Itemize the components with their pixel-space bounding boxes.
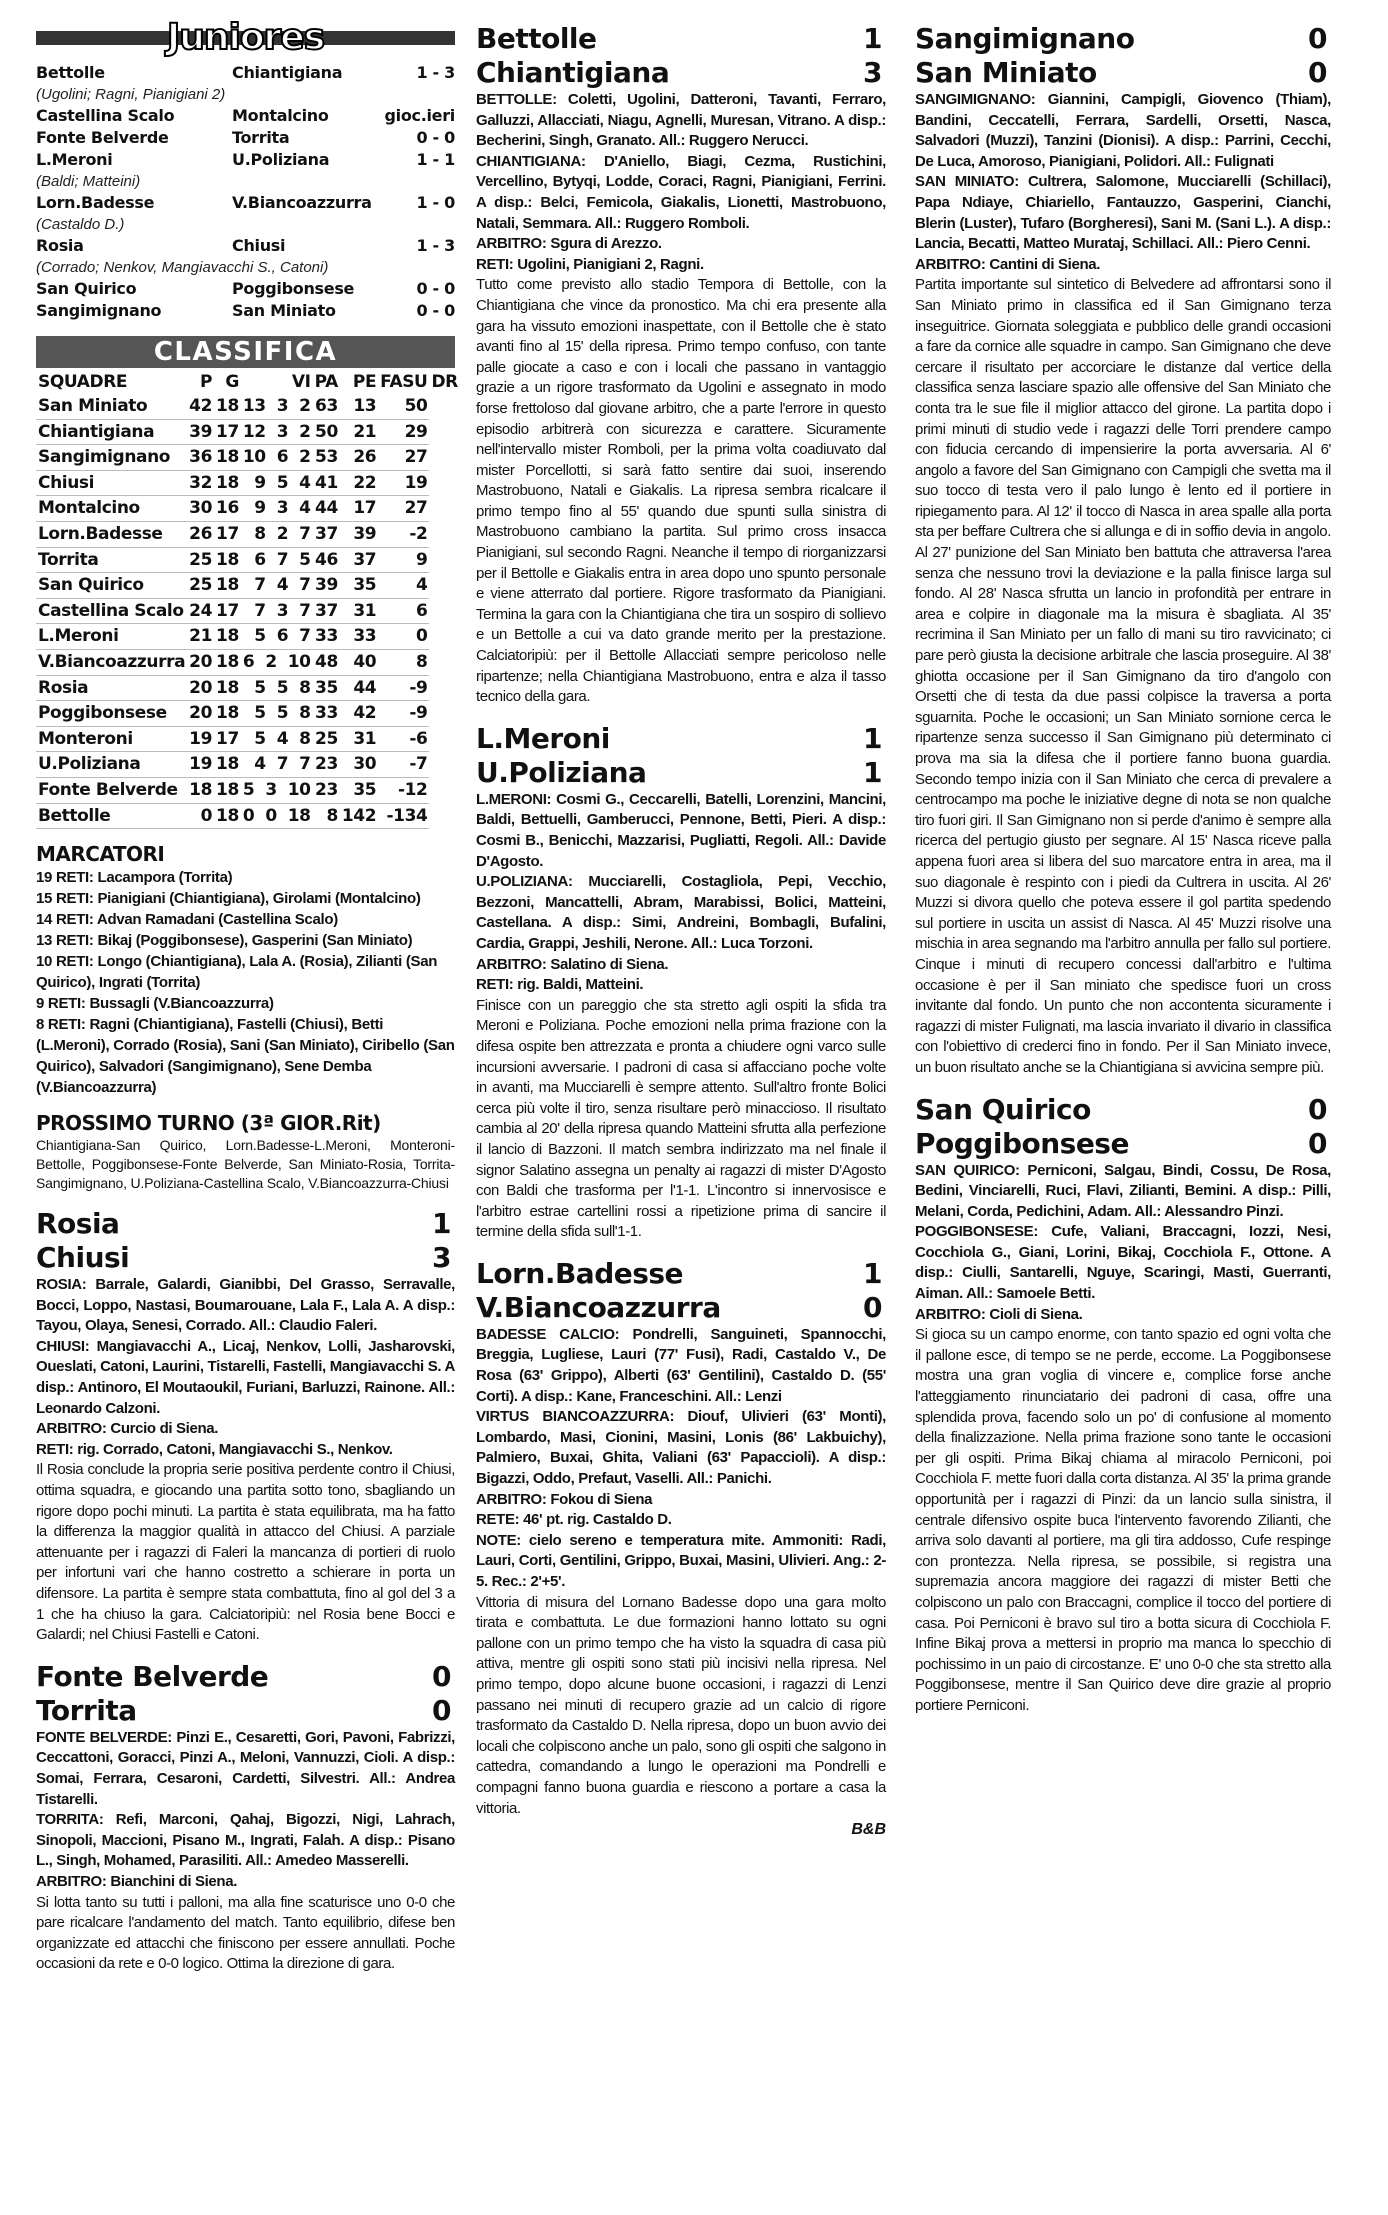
standings-row [36, 547, 460, 573]
result-score: 0 - 0 [416, 128, 455, 147]
standings-cell: 0 [378, 624, 429, 650]
result-away: Poggibonsese [232, 279, 355, 298]
standings-cell: 26 [187, 521, 214, 547]
result-row [36, 62, 455, 84]
standings-cell: 37 [340, 547, 378, 573]
standings-table [36, 370, 460, 829]
standings-team: L.Meroni [36, 624, 187, 650]
result-row [36, 235, 455, 257]
standings-team: Castellina Scalo [36, 598, 187, 624]
match-lineups: BETTOLLE: Coletti, Ugolini, Datteroni, Tavanti, Ferraro, Galluzzi, Allacciati, Niagu, Agnelli, Muresan, Vitrano. A disp.: Becherini, Singh, Granato. All.: Ruggero Nerucci. CHIANTIGIANA: D'Aniello, Biagi, Cezma, Rustichini, Vercellino, Bytyqi, Lodde, Coraci, Ragni, Pianigiani, Ferrini. A disp.: Belci, Femicola, Giakalis, Lionetti, Mastrobuono, Natali, Semmara. All.: Ruggero Romboli. ARBITRO: Sgura di Arezzo. RETI: Ugolini, Pianigiani 2, Ragni. [476, 91, 886, 273]
section-banner [36, 17, 455, 58]
standings-cell: 18 [214, 675, 241, 701]
match-report: Vittoria di misura del Lornano Badesse dopo una gara molto tirata e combattuta. Le due formazioni hanno lottato su ogni pallone con un primo tempo che ha visto la squadra di casa più attiva, mentre gli ospiti sono stati più incisivi nella ripresa. Nel primo tempo, dopo alcune buone occasioni, i ragazzi di Lenzi passano nei minuti di recupero grazie ad un calcio di rigore trasformato da Castaldo D. Nella ripresa, dopo un buon avvio dei locali che colpiscono anche un palo, sono gli ospiti che salgono in cattedra, comandando a lungo le operazioni ma Pondrelli e compagni fanno buona guardia e riescono a portare a casa la vittoria. [476, 1593, 886, 1817]
standings-cell: 5 3 10 [241, 777, 313, 803]
match-away: U.Poliziana 1 [476, 755, 882, 789]
standings-cell: 18 [214, 752, 241, 778]
standings-row [36, 394, 460, 419]
standings-cell: 18 [214, 394, 241, 419]
standings-cell: 13 3 2 [241, 394, 313, 419]
result-scorers: (Baldi; Matteini) [36, 173, 141, 190]
standings-cell: 18 [214, 701, 241, 727]
standings-cell: 42 [187, 394, 214, 419]
match-bettolle-chiantigiana [476, 22, 886, 708]
result-score: 0 - 0 [416, 279, 455, 298]
match-away: Chiantigiana 3 [476, 56, 882, 89]
standings-cell: 39 [187, 419, 214, 445]
standings-cell: 0 [187, 803, 214, 829]
standings-row [36, 675, 460, 701]
standings-cell: 31 [340, 598, 378, 624]
standings-team: Chiusi [36, 470, 187, 496]
standings-header: PA [314, 372, 338, 392]
result-row [36, 105, 455, 127]
standings-cell: 30 [187, 496, 214, 522]
standings-cell: 10 6 2 [241, 445, 313, 471]
standings-cell: 16 [214, 496, 241, 522]
result-scorers: (Castaldo D.) [36, 216, 125, 233]
standings-cell: 17 [340, 496, 378, 522]
standings-cell: 18 [214, 470, 241, 496]
column-right [915, 22, 1331, 1717]
result-away: San Miniato [232, 301, 336, 320]
match-home: Rosia 1 [36, 1207, 451, 1241]
standings-cell: 35 [340, 777, 378, 803]
standings-cell: 27 [378, 445, 429, 471]
standings-header: DR [431, 372, 458, 392]
match-lineups: BADESSE CALCIO: Pondrelli, Sanguineti, Spannocchi, Breggia, Lugliese, Lauri (77' Fusi), Radi, Castaldo V., De Rosa (63' Grippo), Alberti (63' Gentilini), Castaldo D. (55' Corti). A disp.: Kane, Franceschini. All.: Lenzi VIRTUS BIANCOAZZURRA: Diouf, Ulivieri (63' Monti), Lombardo, Masi, Cionini, Masini, Lonis (86' Lakbuichy), Palmiero, Buxai, Ghita, Valiani (63' Papaccioli). A disp.: Bigazzi, Oddo, Prefaut, Vaselli. All.: Panichi. ARBITRO: Fokou di Siena RETE: 46' pt. rig. Castaldo D. NOTE: cielo sereno e temperatura mite. Ammoniti: Radi, Lauri, Corti, Gentilini, Grippo, Buxai, Masini, Ulivieri. Ang.: 2-5. Rec.: 2'+5'. [476, 1325, 886, 1590]
match-home: Bettolle 1 [476, 22, 882, 55]
column-left [36, 17, 458, 1975]
standings-cell: 25 [187, 547, 214, 573]
result-away: Chiusi [232, 236, 286, 255]
match-rosia-chiusi [36, 1207, 455, 1646]
scorer-line: 8 RETI: Ragni (Chiantigiana), Fastelli (Chiusi), Betti (L.Meroni), Corrado (Rosia), Sani (San Miniato), Ciribello (San Quirico), Salvadori (Sangimignano), Sene Demba (V.Biancoazzurra) [36, 1016, 455, 1097]
standings-cell: 4 [378, 573, 429, 599]
standings-cell: 36 [187, 445, 214, 471]
standings-row [36, 624, 460, 650]
standings-header-row [36, 370, 460, 394]
standings-cell: 7 4 7 [241, 573, 313, 599]
standings-row [36, 777, 460, 803]
standings-team: Fonte Belverde [36, 777, 187, 803]
standings-cell: 19 [378, 470, 429, 496]
standings-cell: 41 [313, 470, 340, 496]
standings-cell: 142 [340, 803, 378, 829]
standings-cell: 40 [340, 649, 378, 675]
standings-cell: 39 [340, 521, 378, 547]
standings-cell: 31 [340, 726, 378, 752]
standings-team: San Quirico [36, 573, 187, 599]
standings-cell: 35 [340, 573, 378, 599]
scorer-line: 19 RETI: Lacampora (Torrita) [36, 869, 233, 887]
standings-cell: 37 [313, 521, 340, 547]
match-away: Torrita 0 [36, 1693, 451, 1727]
standings-cell: 20 [187, 675, 214, 701]
standings-cell: 18 [214, 803, 241, 829]
match-meroni-poliziana [476, 722, 886, 1243]
standings-cell: -6 [378, 726, 429, 752]
result-row [36, 300, 455, 322]
author-signature: B&B [851, 1821, 886, 1839]
standings-row [36, 521, 460, 547]
next-round-title: PROSSIMO TURNO (3ª GIOR.Rit) [36, 1111, 381, 1136]
standings-cell: 39 [313, 573, 340, 599]
standings-cell: -2 [378, 521, 429, 547]
standings-cell: 9 3 4 [241, 496, 313, 522]
standings-cell: 17 [214, 419, 241, 445]
standings-row [36, 573, 460, 599]
scorer-line: 10 RETI: Longo (Chiantigiana), Lala A. (Rosia), Zilianti (San Quirico), Ingrati (Torrita) [36, 953, 438, 992]
match-report: Si gioca su un campo enorme, con tanto spazio ed ogni volta che il pallone esce, di tempo se ne perde, eccome. La Poggibonsese mostra una gran voglia di vincere e, complice forse anche l'atteggiamento rinunciatario dei padroni di casa, offre una splendida prova, facendo solo un po' di confusione al momento della finalizzazione. Nella prima frazione sono tante le occasioni per gli ospiti. Prima Bikaj chiama al miracolo Perniconi, poi Cocchiola F. mette fuori dalla corta distanza. Al 35' la prima grande opportunità per i ragazzi di Pinzi: da un lancio sulla sinistra, il centrale difensivo ospite buca l'intervento favorendo Zilianti, che arriva solo davanti al portiere, ma gli tira addosso, Cufe respinge con prontezza. Nella ripresa, se possibile, si registra una supremazia ancora maggiore dei ragazzi di mister Betti che colpiscono un palo con Braccagni, complice il tocco del portiere di casa. Poi Perniconi è bravo sul tiro a botta sicura di Cocchiola F. Infine Bikaj prova a mettersi in proprio ma manca lo specchio di pochissimo in un paio di circostanze. E' uno 0-0 che sta stretto alla Poggibonsese, mentre il San Quirico deve dire grazie al proprio portiere Perniconi. [915, 1326, 1331, 1714]
standings-team: Chiantigiana [36, 419, 187, 445]
standings-row [36, 419, 460, 445]
standings-cell: 23 [313, 777, 340, 803]
match-lineups: FONTE BELVERDE: Pinzi E., Cesaretti, Gori, Pavoni, Fabrizzi, Ceccattoni, Goracci, Pinzi A., Meloni, Vannuzzi, Cioli. A disp.: Somai, Ferrara, Cesaroni, Cardetti, Silvestri. All.: Andrea Tistarelli. TORRITA: Refi, Marconi, Qahaj, Bigozzi, Nigi, Lahrach, Sinopoli, Maccioni, Pisano M., Ingrati, Falah. A disp.: Pisano L., Singh, Mohamed, Parasiliti. All.: Amedeo Masserelli. ARBITRO: Bianchini di Siena. [36, 1728, 455, 1890]
standings-cell: 18 [214, 624, 241, 650]
standings-team: Bettolle [36, 803, 187, 829]
standings-cell: 53 [313, 445, 340, 471]
standings-header: VI [291, 372, 311, 392]
match-away: Poggibonsese 0 [915, 1126, 1327, 1160]
standings-cell: 5 6 7 [241, 624, 313, 650]
scorers-list [36, 867, 455, 1098]
standings-row [36, 598, 460, 624]
match-home: Sangimignano 0 [915, 22, 1327, 55]
column-middle [476, 22, 886, 1839]
section-title: Juniores [166, 17, 325, 58]
match-sangimignano-sanminiato [915, 22, 1331, 1079]
standings-cell: 18 [214, 547, 241, 573]
standings-cell: 6 [378, 598, 429, 624]
scorers-title: MARCATORI [36, 842, 165, 867]
standings-cell: 12 3 2 [241, 419, 313, 445]
standings-cell: 0 0 18 [241, 803, 313, 829]
match-lineups: ROSIA: Barrale, Galardi, Gianibbi, Del Grasso, Serravalle, Bocci, Loppo, Nastasi, Boumarouane, Lala F., Lala A. A disp.: Tayou, Olaya, Senesi, Corrado. All.: Claudio Faleri. CHIUSI: Mangiavacchi A., Licaj, Nenkov, Lolli, Jasharovski, Oueslati, Catoni, Laurini, Tistarelli, Fastelli, Mangiavacchi S. A disp.: Antinoro, El Moutaoukil, Furiani, Barluzzi, Rainone. All.: Leonardo Calzoni. ARBITRO: Curcio di Siena. RETI: rig. Corrado, Catoni, Mangiavacchi S., Nenkov. [36, 1276, 455, 1458]
result-score: 0 - 0 [416, 301, 455, 320]
standings-cell: 8 [313, 803, 340, 829]
standings-cell: 21 [187, 624, 214, 650]
standings-cell: 18 [214, 573, 241, 599]
results-list [36, 62, 455, 322]
result-home: L.Meroni [36, 150, 113, 169]
match-away: San Miniato 0 [915, 56, 1327, 89]
standings-cell: 18 [214, 649, 241, 675]
result-score: 1 - 0 [416, 193, 455, 212]
standings-team: Rosia [36, 675, 187, 701]
match-report: Il Rosia conclude la propria serie positiva perdente contro il Chiusi, ottima squadra, e giocando una partita sotto tono, sbagliando un rigore dopo pochi minuti. La partita è stata equilibrata, ma ha fatto la differenza la maggior qualità in attacco del Chiusi. A parziale attenuante per i ragazzi di Faleri la mancanza di portieri di ruolo per infortuni vari che hanno costretto a schierare in porta un difensore. La partita è sempre stata combattuta, fino al gol del 3 a 1 che ha chiuso la gara. Calciatoripiù: nel Rosia bene Bocci e Galardi; nel Chiusi Fastelli e Catoni. [36, 1461, 455, 1644]
standings-cell: -12 [378, 777, 429, 803]
standings-cell: 27 [378, 496, 429, 522]
standings-row [36, 701, 460, 727]
standings-team: Monteroni [36, 726, 187, 752]
standings-cell: 33 [313, 624, 340, 650]
standings-cell: 18 [214, 777, 241, 803]
standings-header: FASU [380, 372, 428, 392]
standings-cell: 29 [378, 419, 429, 445]
standings-cell: 30 [340, 752, 378, 778]
standings-cell: 19 [187, 726, 214, 752]
standings-row [36, 445, 460, 471]
standings-cell: 6 2 10 [241, 649, 313, 675]
standings-row [36, 470, 460, 496]
standings-team: V.Biancoazzurra [36, 649, 187, 675]
standings-cell: 6 7 5 [241, 547, 313, 573]
standings-cell: 17 [214, 598, 241, 624]
match-lineups: SANGIMIGNANO: Giannini, Campigli, Giovenco (Thiam), Bandini, Ceccatelli, Ferrara, Sardelli, Orsetti, Nasca, Salvadori (Muzzi), Tanzini (Dionisi). A disp.: Parrini, Cecchi, De Luca, Amoroso, Pianigiani, Polidori. All.: Fulignati SAN MINIATO: Cultrera, Salomone, Mucciarelli (Schillaci), Papa Ndiaye, Chiariello, Fantauzzo, Gasperini, Cianchi, Blerin (Luster), Tufaro (Borgheresi), Sani M. (Sani L.). A disp.: Lancia, Becatti, Matteo Murataj, Schillaci. All.: Piero Cenni. ARBITRO: Cantini di Siena. [915, 91, 1331, 273]
result-home: San Quirico [36, 279, 137, 298]
result-scorers: (Corrado; Nenkov, Mangiavacchi S., Catoni) [36, 259, 329, 276]
standings-cell: 44 [340, 675, 378, 701]
standings-cell: 8 2 7 [241, 521, 313, 547]
standings-team: Sangimignano [36, 445, 187, 471]
standings-cell: 17 [214, 726, 241, 752]
result-score: gioc.ieri [384, 106, 455, 125]
result-home: Rosia [36, 236, 84, 255]
standings-cell: 23 [313, 752, 340, 778]
match-home: Lorn.Badesse 1 [476, 1256, 882, 1290]
standings-cell: 9 5 4 [241, 470, 313, 496]
standings-cell: 26 [340, 445, 378, 471]
standings-cell: 19 [187, 752, 214, 778]
standings-cell: -9 [378, 675, 429, 701]
match-home: San Quirico 0 [915, 1092, 1327, 1126]
standings-cell: 13 [340, 394, 378, 419]
standings-team: U.Poliziana [36, 752, 187, 778]
result-score: 1 - 3 [416, 63, 455, 82]
standings-cell: -9 [378, 701, 429, 727]
result-home: Castellina Scalo [36, 106, 175, 125]
standings-cell: 20 [187, 701, 214, 727]
result-away: U.Poliziana [232, 150, 330, 169]
standings-cell: 25 [313, 726, 340, 752]
result-home: Fonte Belverde [36, 128, 169, 147]
result-away: Torrita [232, 128, 290, 147]
result-home: Lorn.Badesse [36, 193, 155, 212]
standings-title: CLASSIFICA [36, 336, 455, 368]
standings-cell: 42 [340, 701, 378, 727]
result-row [36, 278, 455, 300]
match-badesse-biancoazzurra [476, 1257, 886, 1839]
standings-cell: 22 [340, 470, 378, 496]
match-sanquirico-poggibonsese [915, 1093, 1331, 1717]
match-away: Chiusi 3 [36, 1241, 451, 1275]
standings-cell: 25 [187, 573, 214, 599]
result-home: Sangimignano [36, 301, 162, 320]
standings-cell: 4 7 7 [241, 752, 313, 778]
result-away: V.Biancoazzurra [232, 193, 372, 212]
result-score: 1 - 1 [416, 150, 455, 169]
standings-team: Torrita [36, 547, 187, 573]
standings-header: SQUADRE [38, 372, 128, 392]
standings-row [36, 726, 460, 752]
standings-cell: 9 [378, 547, 429, 573]
standings-cell: 63 [313, 394, 340, 419]
match-report: Si lotta tanto su tutti i palloni, ma alla fine scaturisce uno 0-0 che pare ricalcare l'andamento del match. Tanto equilibrio, difese ben organizzate ed attacchi che finiscono per essere annullati. Poche occasioni da rete e 0-0 logico. Ottima la direzione di gara. [36, 1893, 455, 1973]
standings-team: Lorn.Badesse [36, 521, 187, 547]
standings-row [36, 496, 460, 522]
scorer-line: 13 RETI: Bikaj (Poggibonsese), Gasperini (San Miniato) [36, 932, 413, 950]
standings-cell: 20 [187, 649, 214, 675]
next-round-text: Chiantigiana-San Quirico, Lorn.Badesse-L.Meroni, Monteroni-Bettolle, Poggibonsese-Fonte Belverde, San Miniato-Rosia, Torrita-Sangimignano, U.Poliziana-Castellina Scalo, V.Biancoazzurra-Chiusi [36, 1137, 455, 1192]
standings-header: P [199, 372, 213, 392]
match-report: Finisce con un pareggio che sta stretto agli ospiti la sfida tra Meroni e Poliziana. Poche emozioni nella prima frazione con la difesa ospite ben attrezzata e pronta a chiudere ogni varco sulle incursioni avversarie. I padroni di casa si affacciano poche volte in avanti, ma Mucciarelli è sempre attento. Sull'altro fronte Bolici cerca più volte il tiro, senza risultare però minaccioso. Il risultato cambia al 20' della ripresa quando Matteini sfrutta alla perfezione il lancio di Bazzoni. Il match sembra indirizzato ma nel finale il signor Salatino assegna un penalty ai ragazzi di mister D'Agosto con Baldi che trasforma per l'1-1. L'incontro si innervosisce e l'arbitro estrae cartellini rossi a ripetizione prima di sancire il termine della sfida sull'1-1. [476, 996, 886, 1241]
match-home: Fonte Belverde 0 [36, 1659, 451, 1693]
match-report: Partita importante sul sintetico di Belvedere ad affrontarsi sono il San Miniato primo in classifica ed il San Gimignano terza inseguitrice. Giornata soleggiata e pubblico delle grandi occasioni a fare da cornice alle squadre in campo. San Gimignano che deve cercare il risultato per accorciare le distanze dal vertice della classifica senza lasciare spazio alle offensive del San Miniato che conta tra le sue file il miglior attacco del girone. La partita dopo i primi minuti di studio vede i ragazzi delle Torri prendere campo con fiducia cercando di impensierire la porta avversaria. Al 6' angolo a favore del San Gimignano con Campigli che svetta ma il suo tocco di testa vero il palo lungo è lento ed il portiere in ripiegamento para. Al 12' il tocco di Nasca in area spalle alla porta sta per beffare Cultrera che si allunga e di in soffio devia in angolo. Al 27' punizione del San Miniato ben battuta che attraversa l'area senza che nessuno trovi la deviazione e la palla finisce larga sul fondo. Al 28' Nasca sfrutta un lancio in profondità per entrare in area e colpire in diagonale ma la misura è sbagliata. Al 35' recrimina il San Miniato per un fallo di mani su tiro ravvicinato; ci pare però giusta la decisione arbitrale che lascia proseguire. Al 38' ghiotta occasione per il San Gimignano da tiro d'angolo con Orsetti che di testa da due passi colpisce la traversa a porta sguarnita. Poche le occasioni; un San Miniato sornione cerca le ripartenze senza successo il San Gimignano più determinato ci prova ma sia la difesa che il portiere fanno buona guardia. Secondo tempo inizia con il San Miniato che cerca di prevalere a centrocampo ma poche le iniziative degne di nota se non qualche tiro fuori giri. Il San Gimignano non si perde d'animo è sempre alla ricerca del pertugio giusto per segnare. Al 15' Nasca riceve palla appena fuori area si libera del suo marcatore entra in area, ma il suo diagonale è respinto con i piedi da Cultrera in uscita. Al 26' Muzzi si divora quello che poteva essere il gol partita spedendo sul portiere in uscita un assist di Nasca. Al 45' Muzzi risolve una mischia in area segnando ma l'arbitro annulla per fallo sul portiere. Cinque i minuti di recupero concessi dall'arbitro e l'ultima occasione è per il San miniato che spedisce fuori un cross invitante dal fondo. Un punto che non accontenta sicuramente i ragazzi di mister Fulignati, ma lascia invariato il divario in classifica con l'obiettivo di crederci fino in fondo. Per il San Miniato invece, un buon risultato anche se la Chiantigiana si avvicina sempre più. [915, 276, 1331, 1076]
standings-team: Montalcino [36, 496, 187, 522]
standings-cell: 24 [187, 598, 214, 624]
result-away: Montalcino [232, 106, 329, 125]
standings-cell: 44 [313, 496, 340, 522]
result-home: Bettolle [36, 63, 105, 82]
standings-cell: 5 5 8 [241, 701, 313, 727]
match-fonte-torrita [36, 1660, 455, 1975]
standings-row [36, 649, 460, 675]
standings-cell: 50 [313, 419, 340, 445]
match-lineups: SAN QUIRICO: Perniconi, Salgau, Bindi, Cossu, De Rosa, Bedini, Vinciarelli, Ruci, Flavi, Zilianti, Bemini. A disp.: Pilli, Melani, Corda, Pedichini, Adam. All.: Alessandro Pinzi. POGGIBONSESE: Cufe, Valiani, Braccagni, Iozzi, Nesi, Cocchiola G., Giani, Lorini, Bikaj, Cocchiola F., Ottone. A disp.: Ciulli, Santarelli, Nguye, Scaringi, Masti, Guerranti, Aiman. All.: Samoele Betti. ARBITRO: Cioli di Siena. [915, 1161, 1331, 1323]
standings-team: Poggibonsese [36, 701, 187, 727]
standings-cell: 46 [313, 547, 340, 573]
match-lineups: L.MERONI: Cosmi G., Ceccarelli, Batelli, Lorenzini, Mancini, Baldi, Bettuelli, Gamberucci, Pennone, Betti, Pieri. A disp.: Cosmi B., Benicchi, Mazzarisi, Pugliatti, Regoli. All.: Davide D'Agosto. U.POLIZIANA: Mucciarelli, Costagliola, Pepi, Vecchio, Bezzoni, Mancattelli, Abram, Marabissi, Bolici, Matteini, Castellana. A disp.: Simi, Andreini, Bombagli, Bufalini, Cardia, Grappi, Jeshili, Nerone. All.: Luca Torzoni. ARBITRO: Salatino di Siena. RETI: rig. Baldi, Matteini. [476, 790, 886, 994]
standings-cell: -7 [378, 752, 429, 778]
standings-row [36, 752, 460, 778]
result-row [36, 192, 455, 214]
standings-row [36, 803, 460, 829]
result-row [36, 149, 455, 171]
standings-cell: 50 [378, 394, 429, 419]
standings-header: PE [352, 372, 377, 392]
result-scorers: (Ugolini; Ragni, Pianigiani 2) [36, 86, 226, 103]
standings-cell: 17 [214, 521, 241, 547]
scorer-line: 9 RETI: Bussagli (V.Biancoazzurra) [36, 995, 274, 1013]
standings-cell: 7 3 7 [241, 598, 313, 624]
standings-cell: 37 [313, 598, 340, 624]
result-away: Chiantigiana [232, 63, 343, 82]
standings-team: San Miniato [36, 394, 187, 419]
standings-cell: 5 5 8 [241, 675, 313, 701]
result-row [36, 127, 455, 149]
result-score: 1 - 3 [416, 236, 455, 255]
standings-cell: -134 [378, 803, 429, 829]
standings-cell: 35 [313, 675, 340, 701]
scorer-line: 15 RETI: Pianigiani (Chiantigiana), Girolami (Montalcino) [36, 890, 421, 908]
standings-cell: 8 [378, 649, 429, 675]
standings-cell: 32 [187, 470, 214, 496]
standings-header: G [225, 372, 239, 392]
match-home: L.Meroni 1 [476, 721, 882, 755]
standings-cell: 33 [340, 624, 378, 650]
standings-cell: 33 [313, 701, 340, 727]
standings-cell: 18 [214, 445, 241, 471]
standings-cell: 5 4 8 [241, 726, 313, 752]
scorer-line: 14 RETI: Advan Ramadani (Castellina Scalo) [36, 911, 338, 929]
match-report: Tutto come previsto allo stadio Tempora di Bettolle, con la Chiantigiana che vince da pronostico. Ma chi era presente alla gara ha vissuto emozioni inaspettate, con il Bettolle che è stato avanti fino al 15' della ripresa. Primo tempo confuso, con tante palle giocate a caso e con i locali che passano in vantaggio grazie a un rigore trasformato da Ugolini e assegnato in modo forse frettoloso dal giovane arbitro, che a parte l'errore in questo episodio arbitrerà con sicurezza e carattere. Sicuramente nell'intervallo mister Romboli, per la prima volta coadiuvato dal mister Porcellotti, si sarà fatto sentire dai suoi, inserendo Mastrobuono, Natali e Giakalis. La ripresa sembra ricalcare il primo tempo fino al 55' quando due spunti sulla sinistra di Mastrobuono cambiano la partita. Sul primo cross insacca Pianigiani, sul secondo Ragni. Neanche il tempo di riorganizzarsi per il Bettolle e Giakalis entra in area dopo uno spunto personale e viene atterrato dal portiere. Rigore trasformato da Pianigiani. Termina la gara con la Chiantigiana che tira un sospiro di sollievo e un Bettolle a cui va dato grande merito per la prestazione. Calciatoripiù: per il Bettolle Allacciati sempre pericoloso nelle ripartenze; nella Chiantigiana Mastrobuono, entra e alza il tasso tecnico della gara. [476, 276, 886, 706]
standings-cell: 21 [340, 419, 378, 445]
standings-cell: 48 [313, 649, 340, 675]
match-away: V.Biancoazzurra 0 [476, 1290, 882, 1324]
standings-cell: 18 [187, 777, 214, 803]
